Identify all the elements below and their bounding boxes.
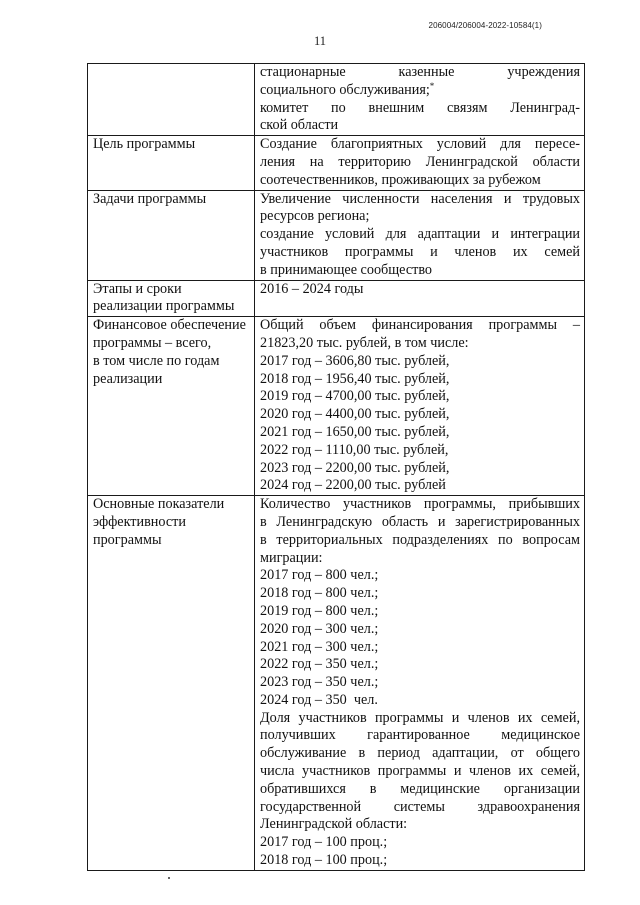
participants-year-2020: 2020 год – 300 чел.; (260, 620, 379, 637)
participants-year-2022: 2022 год – 350 чел.; (260, 656, 379, 673)
document-id: 206004/206004-2022-10584(1) (428, 21, 542, 30)
tasks-line-5: в принимающее сообщество (260, 261, 433, 278)
executors-line-1: стационарные казенные учреждения (260, 64, 580, 80)
goal-label: Цель программы (88, 136, 255, 190)
indicators-label-line-3: программы (93, 531, 162, 548)
goal-value-cell (255, 136, 585, 190)
financing-intro-line-1: Общий объем финансирования программы – (260, 317, 580, 334)
medical-intro-line-6: государственной системы здравоохранения (260, 798, 580, 815)
medical-intro-line-7: Ленинградской области: (260, 816, 408, 833)
executors-line-4: ской области (260, 117, 339, 134)
stages-label-line-2: реализации программы (93, 298, 235, 315)
tasks-line-2: ресурсов региона; (260, 208, 370, 225)
tasks-value-cell (255, 190, 585, 280)
financing-year-2017: 2017 год – 3606,80 тыс. рублей, (260, 352, 450, 369)
stages-value: 2016 – 2024 годы (260, 280, 364, 297)
participants-year-2024: 2024 год – 350 чел. (260, 691, 378, 708)
goal-line-3: соотечественников, проживающих за рубежом (260, 171, 541, 188)
medical-intro-line-5: обратившихся в медицинские организации (260, 780, 580, 797)
tasks-line-3: создание условий для адаптации и интеграции (260, 226, 580, 243)
participants-intro-line-4: миграции: (260, 549, 323, 566)
executors-value-cell (255, 64, 585, 136)
participants-year-2017: 2017 год – 800 чел.; (260, 567, 379, 584)
indicators-value-cell (255, 496, 585, 871)
footnote-mark: * (429, 80, 435, 91)
participants-year-2023: 2023 год – 350 чел.; (260, 674, 379, 691)
executors-line-3: комитет по внешним связям Ленинград- (260, 99, 580, 116)
indicators-label-line-1: Основные показатели (93, 496, 225, 513)
participants-intro-line-3: в территориальных подразделениях по вопросам (260, 531, 580, 548)
table-row-executors (88, 64, 585, 136)
stages-label-cell (88, 280, 255, 317)
financing-year-2021: 2021 год – 1650,00 тыс. рублей, (260, 423, 450, 440)
medical-year-2018: 2018 год – 100 проц.; (260, 852, 388, 869)
participants-year-2019: 2019 год – 800 чел.; (260, 602, 379, 619)
financing-intro-line-2: 21823,20 тыс. рублей, в том числе: (260, 334, 469, 351)
financing-label-line-4: реализации (93, 370, 163, 387)
medical-intro-line-2: получивших гарантированное медицинское (260, 727, 580, 744)
medical-intro-line-4: числа участников программы и членов их семей, (260, 763, 580, 780)
table-row-indicators (88, 496, 585, 871)
goal-line-1: Создание благоприятных условий для пересе- (260, 136, 580, 153)
medical-intro-line-1: Доля участников программы и членов их семей, (260, 709, 580, 726)
participants-year-2018: 2018 год – 800 чел.; (260, 585, 379, 602)
financing-label-line-2: программы – всего, (93, 334, 212, 351)
table-row-tasks (88, 190, 585, 280)
executors-line-2: социального обслуживания;* (260, 80, 435, 98)
financing-year-2019: 2019 год – 4700,00 тыс. рублей, (260, 388, 450, 405)
participants-year-2021: 2021 год – 300 чел.; (260, 638, 379, 655)
goal-line-2: ления на территорию Ленинградской области (260, 153, 580, 170)
indicators-label-cell (88, 496, 255, 871)
executors-label-cell (88, 64, 255, 136)
financing-year-2022: 2022 год – 1110,00 тыс. рублей, (260, 441, 449, 458)
table-row-goal (88, 136, 585, 190)
tasks-label: Задачи программы (88, 190, 255, 280)
financing-year-2024: 2024 год – 2200,00 тыс. рублей (260, 477, 446, 494)
medical-intro-line-3: обслуживание в период адаптации, от общего (260, 745, 580, 762)
scan-speck (168, 877, 170, 879)
financing-label-line-3: в том числе по годам (93, 352, 220, 369)
participants-intro-line-1: Количество участников программы, прибывших (260, 496, 580, 513)
financing-label-line-1: Финансовое обеспечение (93, 317, 246, 334)
indicators-label-line-2: эффективности (93, 513, 186, 530)
participants-intro-line-2: в Ленинградскую область и зарегистрированных (260, 513, 580, 530)
program-passport-table (87, 63, 585, 871)
page-number: 11 (313, 34, 327, 48)
tasks-line-1: Увеличение численности населения и трудовых (260, 190, 580, 207)
stages-value-cell (255, 280, 585, 317)
table-row-stages (88, 280, 585, 317)
financing-year-2023: 2023 год – 2200,00 тыс. рублей, (260, 459, 450, 476)
table-row-financing (88, 317, 585, 496)
stages-label-line-1: Этапы и сроки (93, 280, 182, 297)
financing-label-cell (88, 317, 255, 496)
financing-year-2020: 2020 год – 4400,00 тыс. рублей, (260, 406, 450, 423)
medical-year-2017: 2017 год – 100 проц.; (260, 834, 388, 851)
financing-year-2018: 2018 год – 1956,40 тыс. рублей, (260, 370, 450, 387)
financing-value-cell (255, 317, 585, 496)
tasks-line-4: участников программы и членов их семей (260, 243, 580, 260)
